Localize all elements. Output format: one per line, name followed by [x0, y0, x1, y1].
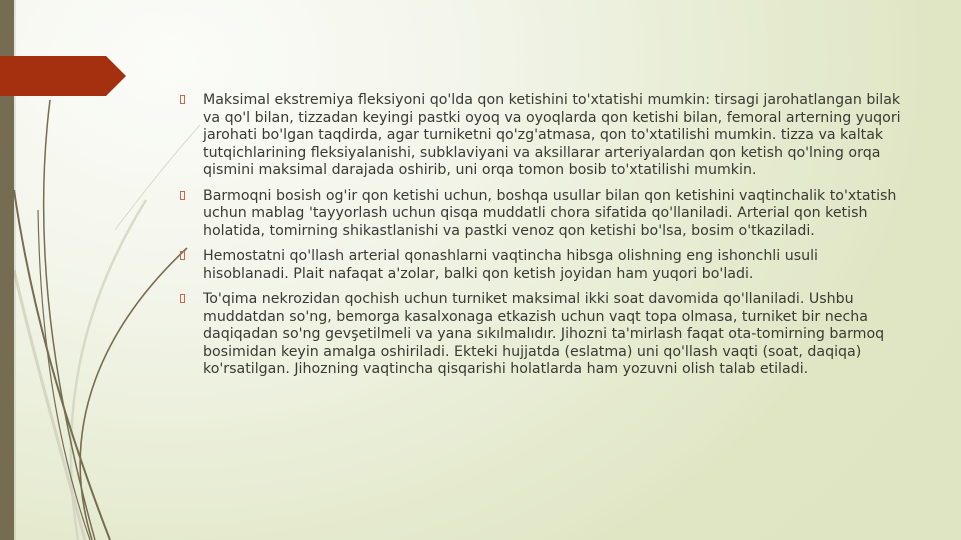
bullet-item	[178, 248, 908, 283]
bullet-item	[178, 188, 908, 241]
bullet-box-icon	[180, 191, 185, 200]
bullet-box-icon	[180, 95, 185, 104]
bullet-text: To'qima nekrozidan qochish uchun turniket maksimal ikki soat davomida qo'llaniladi. Ushbu muddatdan so'ng, bemorga kasalxonaga etkazish uchun vaqt topa olmasa, turniket bir necha daqiqadan so'ng gevşetilmeli va yana sıkılmalıdır. Jihozni ta'mirlash faqat ota-tomirning barmoq bosimidan keyin amalga oshiriladi. Ekteki hujjatda (eslatma) uni qo'llash vaqti (soat, daqiqa) ko'rsatilgan. Jihozning vaqtincha qisqarishi holatlarda ham yozuvni olish talab etiladi.	[203, 291, 885, 377]
bullet-text: Hemostatni qo'llash arterial qonashlarni vaqtincha hibsga olishning eng ishonchli usuli hisoblanadi. Plait nafaqat a'zolar, balki qon ketish joyidan ham yuqori bo'ladi.	[203, 248, 818, 282]
bullet-item	[178, 291, 908, 379]
bullet-box-icon	[180, 251, 185, 260]
bullet-item	[178, 92, 908, 180]
bullet-list	[178, 92, 908, 387]
bullet-text: Barmoqni bosish og'ir qon ketishi uchun, boshqa usullar bilan qon ketishini vaqtinchalik to'xtatish uchun mablag 'tayyorlash uchun qisqa muddatli chora sifatida qo'llaniladi. Arterial qon ketish holatida, tomirning shikastlanishi va pastki venoz qon ketishi bo'lsa, bosim o'tkaziladi.	[203, 187, 897, 239]
title-arrow-banner	[0, 56, 126, 96]
bullet-text: Maksimal ekstremiya fleksiyoni qo'lda qon ketishini to'xtatishi mumkin: tirsagi jarohatlangan bilak va qo'l bilan, tizzadan keyingi pastki oyoq va oyoqlarda qon ketishi bilan, femoral arterning yuqori jarohati bo'lgan taqdirda, agar turniketni qo'zg'atmasa, qon to'xtatilishi mumkin. tizza va kaltak tutqichlarining fleksiyalanishi, subklaviyani va aksillarar arteriyalardan qon ketish qo'lning orqa qismini maksimal darajada oshirib, uni orqa tomon bosib to'xtatilishi mumkin.	[203, 92, 901, 178]
bullet-box-icon	[180, 294, 185, 303]
